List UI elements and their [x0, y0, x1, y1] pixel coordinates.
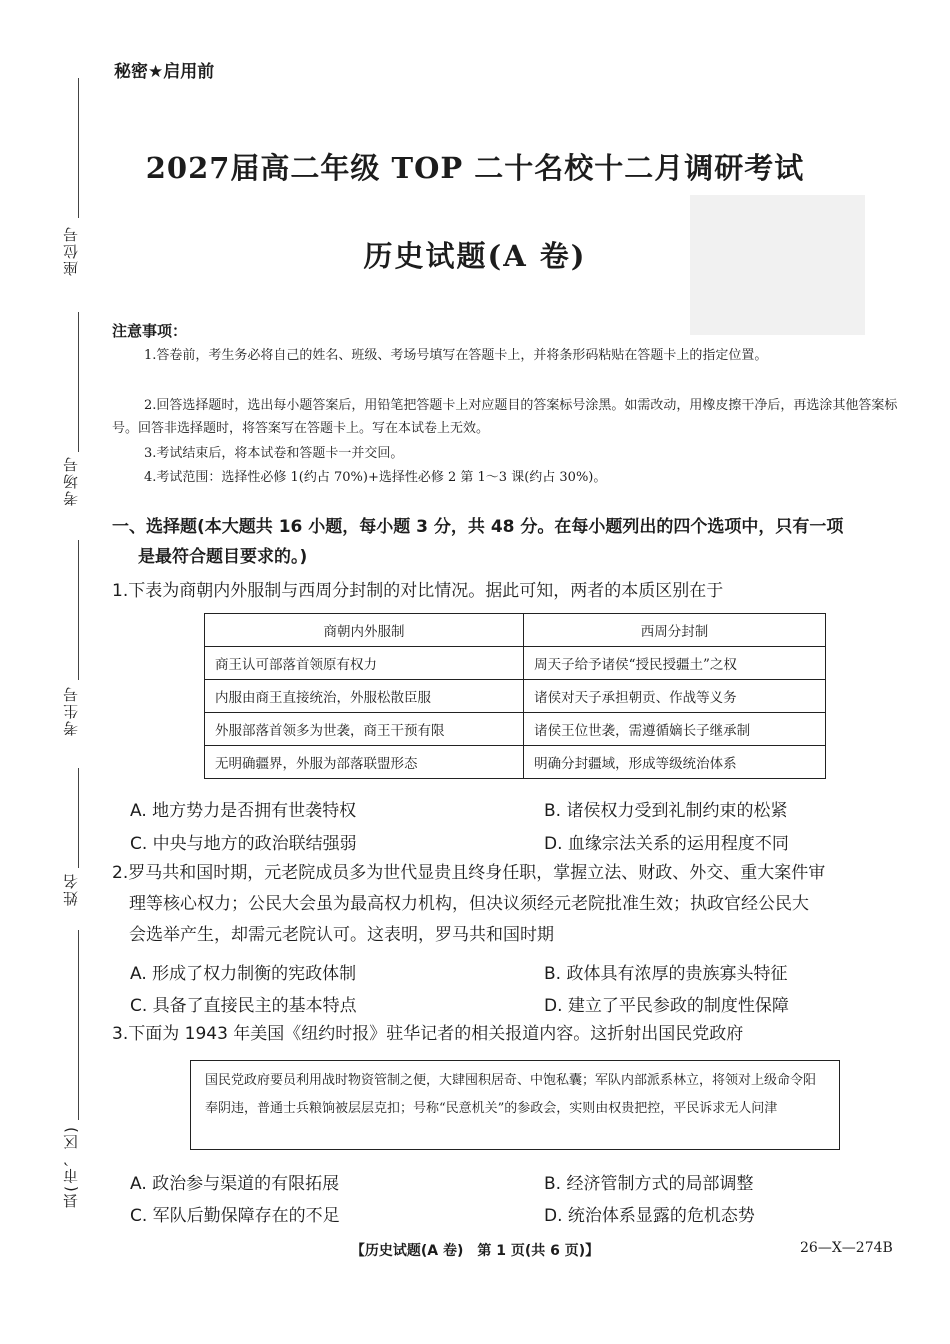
table-row — [205, 647, 826, 680]
section-heading — [112, 512, 907, 572]
table-row — [205, 746, 826, 779]
table-cell: 商王认可部落首领原有权力 — [205, 647, 524, 680]
q3-quote-box: 国民党政府要员利用战时物资管制之便，大肆囤积居奇、中饱私囊；军队内部派系林立，将领对上级命令阳奉阴违，普通士兵粮饷被层层克扣；号称“民意机关”的参政会，实则由权贵把控，平民诉求无人问津 — [190, 1060, 840, 1150]
q2-line-2: 理等核心权力；公民大会虽为最高权力机构，但决议须经元老院批准生效；执政官经公民大 — [129, 894, 809, 914]
exam-subtitle: 历史试题(A 卷) — [363, 239, 587, 273]
q2-option-c: C. 具备了直接民主的基本特点 — [130, 996, 357, 1016]
page-footer: 【历史试题(A 卷) 第 1 页(共 6 页)】 — [350, 1243, 600, 1259]
margin-line — [78, 768, 79, 868]
q3-option-b: B. 经济管制方式的局部调整 — [544, 1174, 754, 1194]
notice-item-4: 4.考试范围：选择性必修 1(约占 70%)+选择性必修 2 第 1～3 课(约占 30%)。 — [144, 470, 607, 485]
margin-line — [78, 930, 79, 1120]
table-cell: 周天子给予诸侯“授民授疆土”之权 — [524, 647, 826, 680]
margin-label-room: 考场号 — [62, 455, 80, 506]
table-header-row — [205, 614, 826, 647]
q2-option-a: A. 形成了权力制衡的宪政体制 — [130, 964, 357, 984]
q3-option-a: A. 政治参与渠道的有限拓展 — [130, 1174, 340, 1194]
q2-option-d: D. 建立了平民参政的制度性保障 — [544, 996, 789, 1016]
q1-option-a: A. 地方势力是否拥有世袭特权 — [130, 801, 357, 821]
paper-code: 26—X—274B — [800, 1240, 893, 1256]
table-cell: 内服由商王直接统治，外服松散臣服 — [205, 680, 524, 713]
notice-item-1: 1.答卷前，考生务必将自己的姓名、班级、考场号填写在答题卡上，并将条形码粘贴在答题卡上的指定位置。 — [144, 348, 768, 363]
comparison-table — [204, 613, 826, 779]
table-cell: 诸侯对天子承担朝贡、作战等义务 — [524, 680, 826, 713]
notice-item-2: 2.回答选择题时，选出每小题答案后，用铅笔把答题卡上对应题目的答案标号涂黑。如需改动，用橡皮擦干净后，再选涂其他答案标号。回答非选择题时，将答案写在答题卡上。写在本试卷上无效。 — [112, 398, 898, 436]
q2-option-b: B. 政体具有浓厚的贵族寡头特征 — [544, 964, 788, 984]
q1-option-d: D. 血缘宗法关系的运用程度不同 — [544, 834, 789, 854]
margin-label-exam-no: 考生号 — [62, 685, 80, 736]
confidential-mark: 秘密★启用前 — [114, 62, 215, 82]
table-cell: 外服部落首领多为世袭，商王干预有限 — [205, 713, 524, 746]
table-header: 西周分封制 — [524, 614, 826, 647]
table-cell: 无明确疆界，外服为部落联盟形态 — [205, 746, 524, 779]
table-row — [205, 680, 826, 713]
margin-label-county: 县(市、区) — [62, 1125, 80, 1209]
margin-label-name: 姓名 — [62, 872, 80, 906]
q2-line-1: 2.罗马共和国时期，元老院成员多为世代显贵且终身任职，掌握立法、财政、外交、重大案件审 — [112, 863, 826, 883]
q1-option-c: C. 中央与地方的政治联结强弱 — [130, 834, 357, 854]
section-line-1: 一、选择题(本大题共 16 小题，每小题 3 分，共 48 分。在每小题列出的四个选项中，只有一项 — [112, 517, 844, 537]
q1-stem: 1.下表为商朝内外服制与西周分封制的对比情况。据此可知，两者的本质区别在于 — [112, 581, 724, 601]
q2-stem — [112, 858, 907, 951]
notice-item-3: 3.考试结束后，将本试卷和答题卡一并交回。 — [144, 446, 404, 461]
margin-label-seat: 座位号 — [62, 225, 80, 276]
table-row — [205, 713, 826, 746]
q2-line-3: 会选举产生，却需元老院认可。这表明，罗马共和国时期 — [129, 925, 554, 945]
q3-stem: 3.下面为 1943 年美国《纽约时报》驻华记者的相关报道内容。这折射出国民党政府 — [112, 1024, 744, 1044]
margin-line — [78, 78, 79, 218]
table-cell: 诸侯王位世袭，需遵循嫡长子继承制 — [524, 713, 826, 746]
margin-line — [78, 540, 79, 680]
exam-title: 2027届高二年级 TOP 二十名校十二月调研考试 — [145, 151, 805, 185]
q1-option-b: B. 诸侯权力受到礼制约束的松紧 — [544, 801, 788, 821]
table-header: 商朝内外服制 — [205, 614, 524, 647]
table-cell: 明确分封疆域，形成等级统治体系 — [524, 746, 826, 779]
q3-option-d: D. 统治体系显露的危机态势 — [544, 1206, 755, 1226]
q3-option-c: C. 军队后勤保障存在的不足 — [130, 1206, 340, 1226]
notice-heading: 注意事项： — [112, 322, 188, 340]
margin-line — [78, 312, 79, 452]
section-line-2: 是最符合题目要求的。) — [138, 547, 308, 567]
